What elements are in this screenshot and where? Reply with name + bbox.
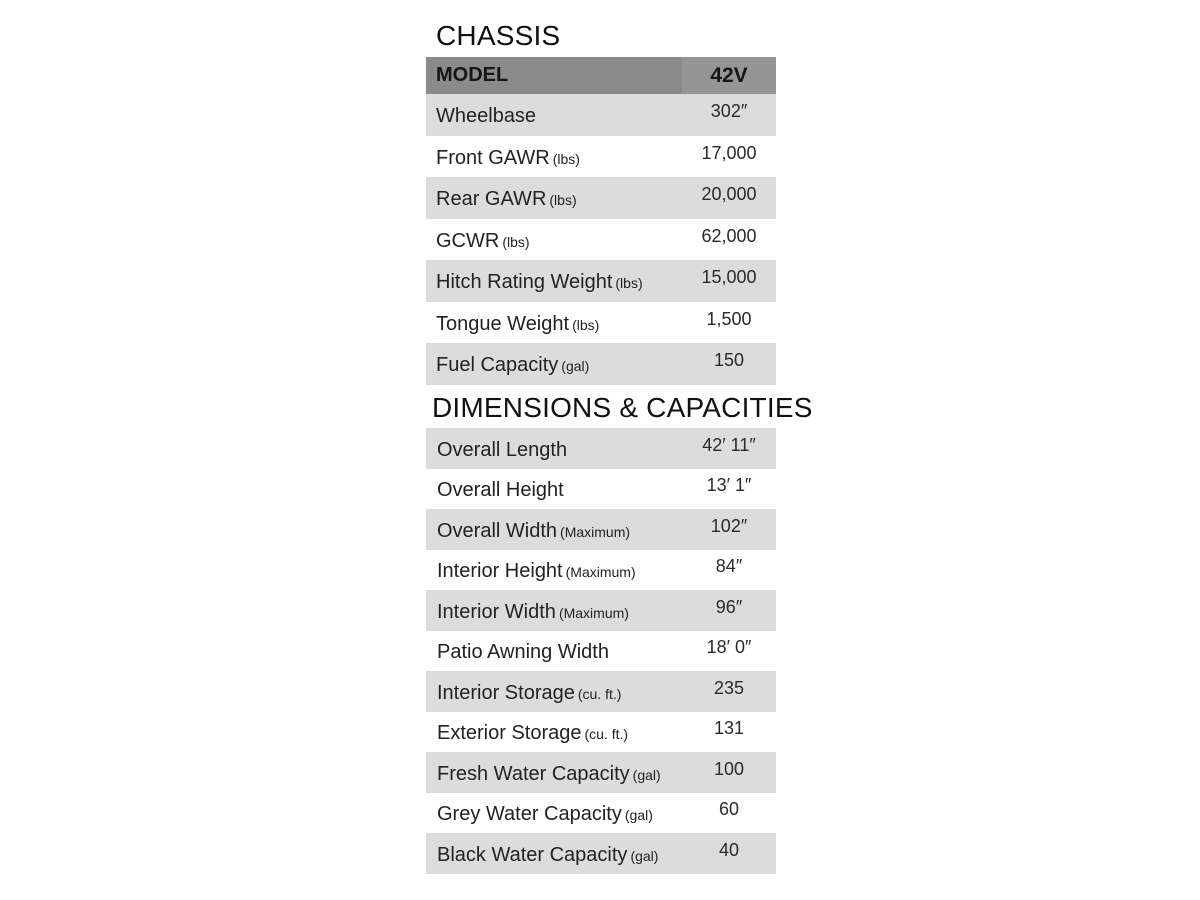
- spec-label-text: Hitch Rating Weight: [436, 271, 613, 294]
- spec-row-wheelbase: [426, 94, 776, 136]
- spec-row-patio-awning-width: [426, 631, 776, 672]
- spec-label: [426, 637, 682, 664]
- spec-value: 235: [713, 677, 745, 698]
- spec-label-text: Interior Height: [437, 560, 563, 583]
- spec-label: [426, 226, 682, 253]
- spec-unit: (cu. ft.): [577, 685, 622, 702]
- spec-value: 20,000: [701, 184, 757, 205]
- spec-label-text: Fuel Capacity: [436, 354, 559, 377]
- spec-label-text: Wheelbase: [436, 105, 537, 128]
- spec-label-text: Overall Height: [437, 479, 564, 502]
- spec-row-tongue-weight: [426, 302, 776, 344]
- spec-unit: (lbs): [615, 275, 643, 292]
- chassis-spec-table: [426, 57, 776, 385]
- spec-label: [426, 143, 682, 170]
- spec-label-text: Fresh Water Capacity: [437, 762, 630, 785]
- spec-value: 15,000: [701, 267, 757, 288]
- spec-label: [426, 435, 682, 462]
- spec-row-rear-gawr: [426, 177, 776, 219]
- spec-label-text: Overall Width: [437, 519, 558, 542]
- spec-row-grey-water-capacity: [426, 793, 776, 834]
- spec-row-hitch-rating-weight: [426, 260, 776, 302]
- spec-unit: (lbs): [549, 192, 577, 209]
- spec-label-text: Black Water Capacity: [437, 843, 628, 866]
- spec-row-overall-height: [426, 469, 776, 510]
- spec-row-exterior-storage: [426, 712, 776, 753]
- spec-value: 150: [713, 350, 745, 371]
- spec-value: 40: [718, 839, 740, 860]
- spec-label-text: Front GAWR: [436, 146, 550, 169]
- spec-row-interior-height: [426, 550, 776, 591]
- spec-label: [426, 799, 682, 826]
- spec-value: 131: [713, 718, 745, 739]
- spec-label-text: Rear GAWR: [436, 188, 547, 211]
- spec-unit: (gal): [630, 847, 659, 864]
- spec-label-text: Grey Water Capacity: [437, 803, 622, 826]
- spec-value: 1,500: [706, 308, 752, 329]
- chassis-section-title: CHASSIS: [436, 20, 561, 51]
- spec-label: [426, 475, 682, 502]
- spec-label: [426, 556, 682, 583]
- spec-unit: (Maximum): [565, 564, 636, 581]
- spec-value: 18′ 0″: [706, 637, 752, 658]
- spec-label: [426, 101, 682, 128]
- dimensions-spec-table: [426, 428, 776, 874]
- model-header-label: MODEL: [426, 57, 682, 94]
- spec-label: [426, 350, 682, 377]
- spec-value: 62,000: [701, 225, 757, 246]
- table-header-row: [426, 57, 776, 94]
- spec-label-text: Tongue Weight: [436, 312, 570, 335]
- spec-row-fresh-water-capacity: [426, 752, 776, 793]
- spec-label-text: Overall Length: [437, 438, 568, 461]
- spec-label-text: Patio Awning Width: [437, 641, 609, 664]
- spec-label-text: Exterior Storage: [437, 722, 582, 745]
- spec-label-text: Interior Storage: [437, 681, 575, 704]
- spec-value: 96″: [715, 596, 743, 617]
- spec-label-text: GCWR: [436, 229, 500, 252]
- spec-value: 84″: [715, 556, 743, 577]
- spec-unit: (gal): [624, 807, 653, 824]
- spec-label: [426, 759, 682, 786]
- spec-label: [426, 516, 682, 543]
- spec-label: [426, 184, 682, 211]
- spec-row-interior-storage: [426, 671, 776, 712]
- spec-unit: (lbs): [552, 150, 580, 167]
- spec-value: 302″: [710, 101, 748, 122]
- model-header-value: 42V: [682, 57, 776, 94]
- spec-label-text: Interior Width: [437, 600, 556, 623]
- spec-unit: (lbs): [502, 233, 530, 250]
- spec-value: 60: [718, 799, 740, 820]
- spec-unit: (Maximum): [558, 604, 629, 621]
- spec-label: [426, 718, 682, 745]
- spec-unit: (lbs): [572, 316, 600, 333]
- spec-label: [426, 309, 682, 336]
- spec-row-interior-width: [426, 590, 776, 631]
- spec-row-gcwr: [426, 219, 776, 261]
- spec-value: 13′ 1″: [706, 475, 752, 496]
- spec-value: 42′ 11″: [702, 434, 756, 455]
- spec-label: [426, 597, 682, 624]
- spec-row-black-water-capacity: [426, 833, 776, 874]
- spec-row-front-gawr: [426, 136, 776, 178]
- spec-value: 100: [713, 758, 745, 779]
- spec-value: 102″: [710, 515, 748, 536]
- spec-unit: (gal): [561, 358, 590, 375]
- spec-unit: (gal): [632, 766, 661, 783]
- spec-value: 17,000: [701, 142, 757, 163]
- spec-row-overall-width: [426, 509, 776, 550]
- spec-label: [426, 840, 682, 867]
- spec-unit: (Maximum): [560, 523, 631, 540]
- dimensions-section-title: DIMENSIONS & CAPACITIES: [432, 392, 813, 423]
- spec-label: [426, 267, 682, 294]
- spec-unit: (cu. ft.): [584, 726, 629, 743]
- spec-row-fuel-capacity: [426, 343, 776, 385]
- spec-label: [426, 678, 682, 705]
- spec-row-overall-length: [426, 428, 776, 469]
